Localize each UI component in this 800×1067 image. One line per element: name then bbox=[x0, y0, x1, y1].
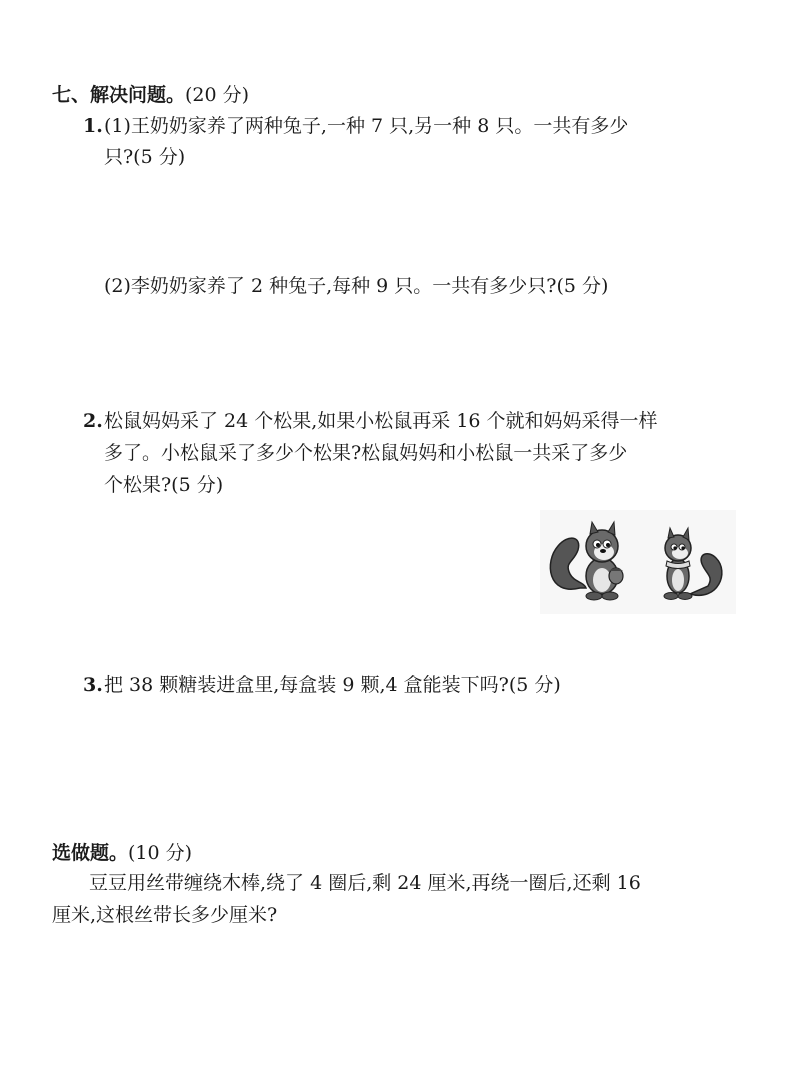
question-2-line-1: 松鼠妈妈采了 24 个松果,如果小松鼠再采 16 个就和妈妈采得一样 bbox=[104, 410, 658, 432]
optional-title: 选做题。 bbox=[52, 842, 129, 864]
squirrel-icon bbox=[550, 522, 623, 600]
squirrel-illustration bbox=[540, 510, 736, 614]
section-title: 七、解决问题。 bbox=[52, 84, 186, 106]
question-2-number: 2. bbox=[83, 410, 103, 432]
question-1-part-1-line-1: (1)王奶奶家养了两种兔子,一种 7 只,另一种 8 只。一共有多少 bbox=[104, 115, 629, 137]
optional-score: (10 分) bbox=[128, 842, 193, 864]
question-1-part-1-line-2: 只?(5 分) bbox=[104, 146, 186, 168]
question-3-number: 3. bbox=[83, 674, 103, 696]
optional-line-1: 豆豆用丝带缠绕木棒,绕了 4 圈后,剩 24 厘米,再绕一圈后,还剩 16 bbox=[89, 872, 641, 894]
section-score: (20 分) bbox=[185, 84, 250, 106]
squirrel-illustration-svg bbox=[540, 510, 736, 614]
question-1-part-2: (2)李奶奶家养了 2 种兔子,每种 9 只。一共有多少只?(5 分) bbox=[104, 275, 609, 297]
question-1-number: 1. bbox=[83, 115, 103, 137]
squirrel-icon bbox=[664, 528, 722, 600]
question-3-text: 把 38 颗糖装进盒里,每盒装 9 颗,4 盒能装下吗?(5 分) bbox=[104, 674, 561, 696]
optional-heading bbox=[52, 838, 192, 865]
optional-line-2: 厘米,这根丝带长多少厘米? bbox=[52, 904, 278, 926]
section-heading bbox=[52, 80, 249, 107]
question-2-line-2: 多了。小松鼠采了多少个松果?松鼠妈妈和小松鼠一共采了多少 bbox=[104, 442, 628, 464]
question-2-line-3: 个松果?(5 分) bbox=[104, 474, 224, 496]
